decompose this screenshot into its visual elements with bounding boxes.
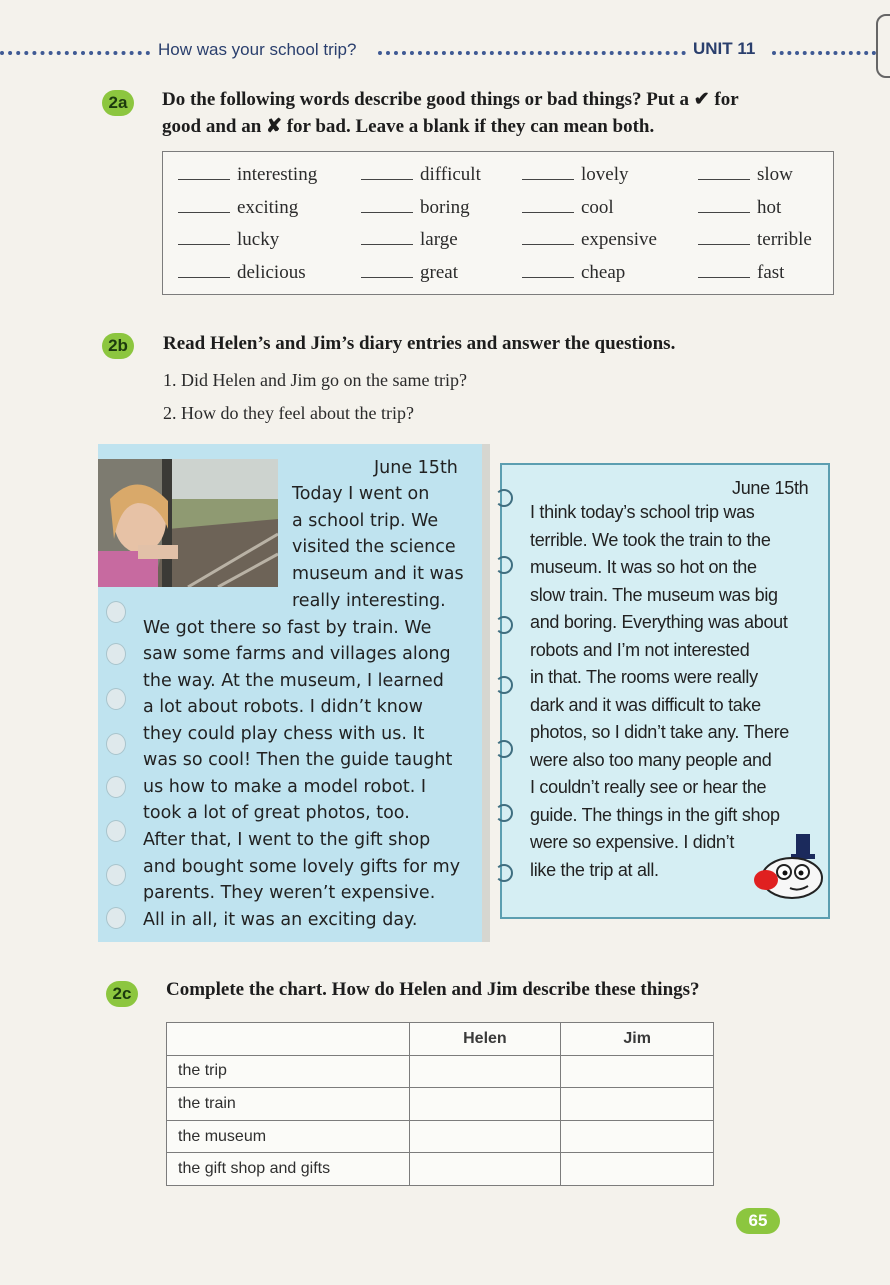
answer-blank[interactable] <box>522 263 574 278</box>
badge-2b: 2b <box>102 333 134 359</box>
word-item[interactable]: hot <box>698 197 781 219</box>
word-item[interactable]: difficult <box>361 164 481 186</box>
jim-line: dark and it was difficult to take <box>530 695 761 715</box>
answer-blank[interactable] <box>698 165 750 180</box>
helen-line: the way. At the museum, I learned <box>143 671 444 691</box>
binder-hole <box>106 643 126 665</box>
spiral-ring <box>495 804 513 822</box>
spiral-ring <box>495 556 513 574</box>
header-dots-middle <box>378 51 686 55</box>
instruction-2a-line1: Do the following words describe good things or bad things? Put a ✔ for <box>162 89 739 110</box>
binder-hole <box>106 733 126 755</box>
helen-line: We got there so fast by train. We <box>143 618 432 638</box>
badge-2a: 2a <box>102 90 134 116</box>
answer-blank[interactable] <box>361 198 413 213</box>
helen-date: June 15th <box>374 458 458 478</box>
answer-cell-helen[interactable] <box>409 1153 561 1186</box>
chart-col-helen: Helen <box>409 1023 561 1056</box>
word-item[interactable]: exciting <box>178 197 298 219</box>
page-header <box>0 38 890 66</box>
answer-blank[interactable] <box>361 165 413 180</box>
answer-blank[interactable] <box>361 230 413 245</box>
answer-blank[interactable] <box>522 230 574 245</box>
word-item[interactable]: large <box>361 229 458 251</box>
helen-line: really interesting. <box>292 591 446 611</box>
spiral-ring <box>495 740 513 758</box>
instruction-2a-line2: good and an ✘ for bad. Leave a blank if they can mean both. <box>162 116 655 137</box>
table-row <box>167 1153 714 1186</box>
answer-blank[interactable] <box>178 230 230 245</box>
page-number: 65 <box>736 1208 780 1234</box>
spiral-ring <box>495 864 513 882</box>
answer-blank[interactable] <box>178 198 230 213</box>
answer-cell-jim[interactable] <box>561 1088 714 1121</box>
answer-cell-helen[interactable] <box>409 1088 561 1121</box>
header-dots-right <box>772 51 876 55</box>
instruction-2c: Complete the chart. How do Helen and Jim describe these things? <box>166 979 700 1000</box>
answer-blank[interactable] <box>698 263 750 278</box>
word-item[interactable]: slow <box>698 164 793 186</box>
jim-line: in that. The rooms were really <box>530 667 758 687</box>
helen-line: After that, I went to the gift shop <box>143 830 431 850</box>
binder-hole <box>106 907 126 929</box>
answer-cell-helen[interactable] <box>409 1120 561 1153</box>
row-label: the train <box>167 1088 410 1121</box>
chart-header-row <box>167 1023 714 1056</box>
answer-cell-jim[interactable] <box>561 1153 714 1186</box>
jim-line: I couldn’t really see or hear the <box>530 777 767 797</box>
chart-col-jim: Jim <box>561 1023 714 1056</box>
helen-line: took a lot of great photos, too. <box>143 803 410 823</box>
answer-blank[interactable] <box>522 165 574 180</box>
binder-hole <box>106 688 126 710</box>
helen-line: parents. They weren’t expensive. <box>143 883 436 903</box>
helen-diary-edge <box>482 444 490 942</box>
helen-line: and bought some lovely gifts for my <box>143 857 461 877</box>
word-item[interactable]: cool <box>522 197 614 219</box>
word-item[interactable]: terrible <box>698 229 812 251</box>
helen-line: visited the science <box>292 537 456 557</box>
helen-line: they could play chess with us. It <box>143 724 425 744</box>
question-1: 1. Did Helen and Jim go on the same trip? <box>163 370 467 390</box>
binder-hole <box>106 601 126 623</box>
answer-blank[interactable] <box>361 263 413 278</box>
jim-line: I think today’s school trip was <box>530 502 755 522</box>
jim-line: were so expensive. I didn’t <box>530 832 735 852</box>
answer-cell-helen[interactable] <box>409 1055 561 1088</box>
helen-line: us how to make a model robot. I <box>143 777 427 797</box>
question-2: 2. How do they feel about the trip? <box>163 403 414 423</box>
table-row <box>167 1120 714 1153</box>
spiral-ring <box>495 489 513 507</box>
jim-line: and boring. Everything was about <box>530 612 788 632</box>
binder-hole <box>106 864 126 886</box>
table-row <box>167 1088 714 1121</box>
jim-line: like the trip at all. <box>530 860 659 880</box>
description-chart <box>166 1022 714 1186</box>
helen-line: Today I went on <box>292 484 430 504</box>
girl-on-train-photo <box>98 459 278 587</box>
spiral-ring <box>495 616 513 634</box>
helen-line: a lot about robots. I didn’t know <box>143 697 423 717</box>
word-box <box>162 151 834 295</box>
jim-line: photos, so I didn’t take any. There <box>530 722 789 742</box>
word-item[interactable]: lucky <box>178 229 279 251</box>
unit-label: UNIT 11 <box>693 39 756 58</box>
answer-blank[interactable] <box>522 198 574 213</box>
helen-line: museum and it was <box>292 564 464 584</box>
answer-blank[interactable] <box>698 230 750 245</box>
photo-illustration <box>98 459 278 587</box>
answer-blank[interactable] <box>698 198 750 213</box>
word-item[interactable]: lovely <box>522 164 629 186</box>
page-corner-tab <box>876 14 890 78</box>
answer-cell-jim[interactable] <box>561 1120 714 1153</box>
answer-blank[interactable] <box>178 165 230 180</box>
jim-line: slow train. The museum was big <box>530 585 778 605</box>
word-item[interactable]: great <box>361 262 458 284</box>
word-item[interactable]: fast <box>698 262 784 284</box>
word-item[interactable]: expensive <box>522 229 657 251</box>
instruction-2b: Read Helen’s and Jim’s diary entries and answer the questions. <box>163 333 676 354</box>
row-label: the trip <box>167 1055 410 1088</box>
row-label: the gift shop and gifts <box>167 1153 410 1186</box>
helen-line: was so cool! Then the guide taught <box>143 750 453 770</box>
helen-line: a school trip. We <box>292 511 439 531</box>
header-title: How was your school trip? <box>158 40 357 59</box>
word-item[interactable]: cheap <box>522 262 625 284</box>
jim-line: guide. The things in the gift shop <box>530 805 780 825</box>
helen-line: saw some farms and villages along <box>143 644 451 664</box>
jim-date: June 15th <box>732 478 809 498</box>
binder-hole <box>106 776 126 798</box>
jim-line: terrible. We took the train to the <box>530 530 771 550</box>
jim-line: were also too many people and <box>530 750 772 770</box>
robot-mascot-icon <box>750 828 826 904</box>
jim-line: museum. It was so hot on the <box>530 557 757 577</box>
table-row <box>167 1055 714 1088</box>
helen-line: All in all, it was an exciting day. <box>143 910 418 930</box>
answer-blank[interactable] <box>178 263 230 278</box>
binder-hole <box>106 820 126 842</box>
row-label: the museum <box>167 1120 410 1153</box>
answer-cell-jim[interactable] <box>561 1055 714 1088</box>
word-item[interactable]: delicious <box>178 262 306 284</box>
spiral-ring <box>495 676 513 694</box>
header-dots-left <box>0 51 150 55</box>
word-item[interactable]: boring <box>361 197 470 219</box>
chart-corner-cell <box>167 1023 410 1056</box>
jim-line: robots and I’m not interested <box>530 640 750 660</box>
word-item[interactable]: interesting <box>178 164 317 186</box>
badge-2c: 2c <box>106 981 138 1007</box>
